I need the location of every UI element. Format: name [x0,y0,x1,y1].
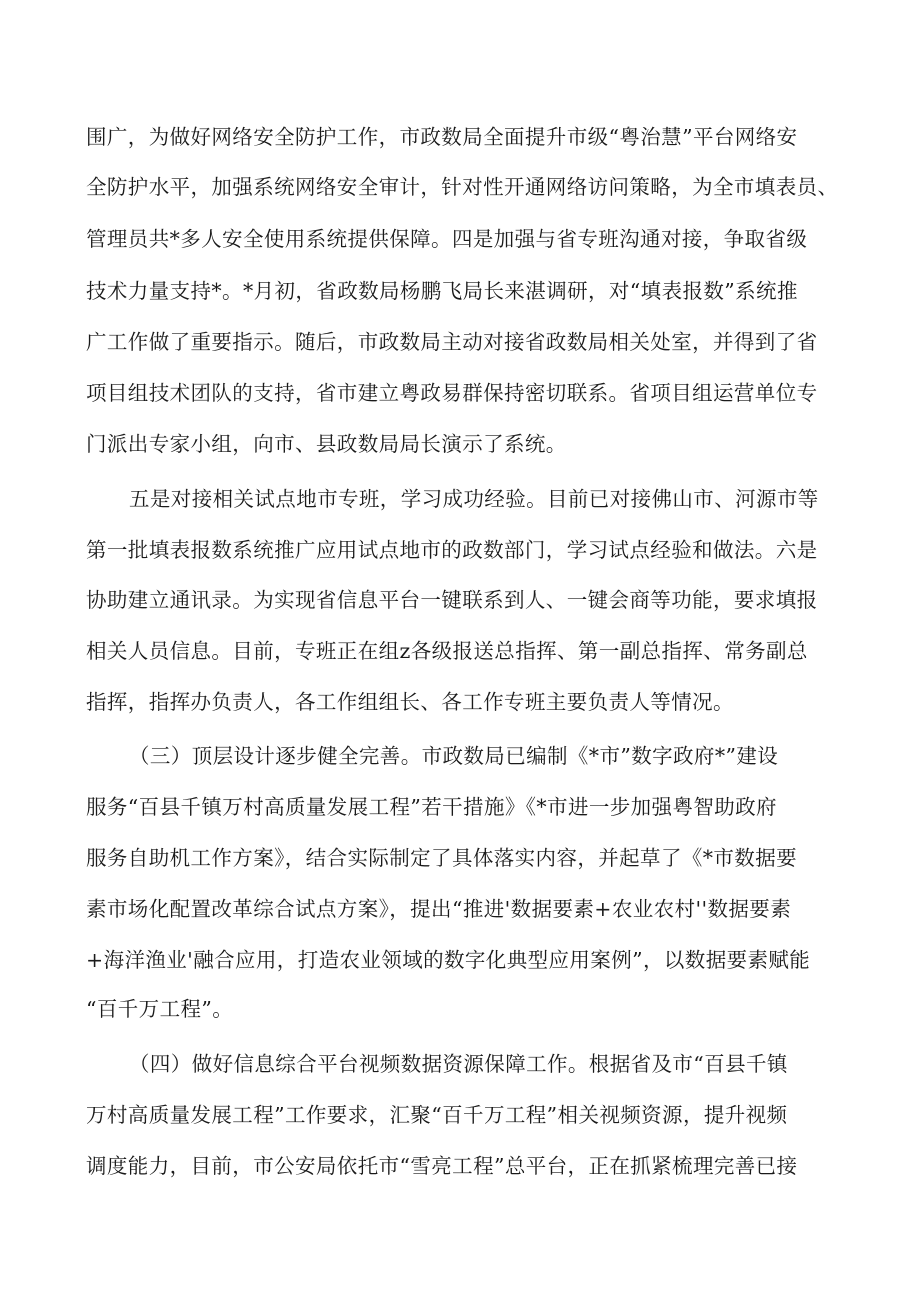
text-line: 项目组技术团队的支持，省市建立粤政易群保持密切联系。省项目组运营单位专 [86,381,818,405]
text-line: 协助建立通讯录。为实现省信息平台一键联系到人、一键会商等功能，要求填报 [86,588,818,612]
text-line: 围广，为做好网络安全防护工作，市政数局全面提升市级“粤治慧”平台网络安 [86,125,798,149]
text-line: +海洋渔业'融合应用，打造农业领域的数字化典型应用案例”，以数据要素赋能 [86,948,811,972]
text-line: 服务“百县千镇万村高质量发展工程”若干措施》《*市进一步加强粤智助政府 [86,795,777,819]
text-line: 调度能力，目前，市公安局依托市“雪亮工程”总平台，正在抓紧梳理完善已接 [86,1154,798,1178]
text-line: （三）顶层设计逐步健全完善。市政数局已编制《*市”数字政府*”建设 [129,744,779,768]
text-line: 第一批填表报数系统推广应用试点地市的政数部门，学习试点经验和做法。六是 [86,538,818,562]
text-line: 管理员共*多人安全使用系统提供保障。四是加强与省专班沟通对接，争取省级 [86,227,808,251]
text-line: 相关人员信息。目前，专班正在组z各级报送总指挥、第一副总指挥、常务副总 [86,639,808,663]
text-line: “百千万工程”。 [86,997,234,1021]
text-line: 门派出专家小组，向市、县政数局局长演示了系统。 [86,432,567,456]
text-line: 指挥，指挥办负责人，各工作组组长、各工作专班主要负责人等情况。 [86,690,734,714]
text-line: 五是对接相关试点地市专班，学习成功经验。目前已对接佛山市、河源市等 [129,487,819,511]
text-line: 万村高质量发展工程”工作要求，汇聚“百千万工程”相关视频资源，提升视频 [86,1103,788,1127]
text-line: 广工作做了重要指示。随后，市政数局主动对接省政数局相关处室，并得到了省 [86,330,818,354]
text-line: 服务自助机工作方案》，结合实际制定了具体落实内容，并起草了《*市数据要 [86,846,797,870]
text-line: 技术力量支持*。*月初，省政数局杨鹏飞局长来湛调研，对“填表报数”系统推 [86,279,798,303]
text-line: 素市场化配置改革综合试点方案》，提出“推进'数据要素+农业农村''数据要素 [86,897,792,921]
text-line: （四）做好信息综合平台视频数据资源保障工作。根据省及市“百县千镇 [129,1052,788,1076]
text-line: 全防护水平，加强系统网络安全审计，针对性开通网络访问策略，为全市填表员、 [86,175,839,199]
